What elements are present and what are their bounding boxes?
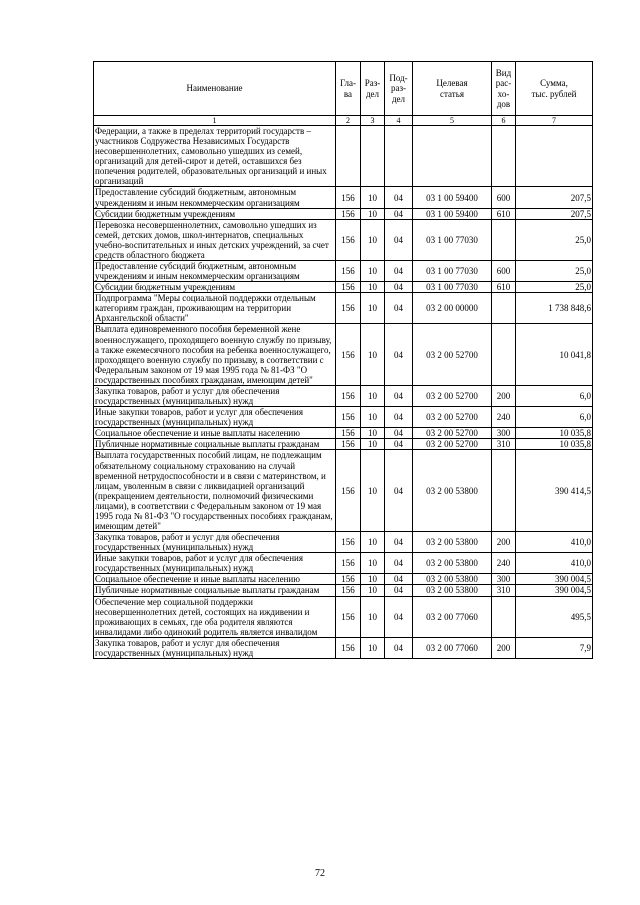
table-row <box>94 282 593 293</box>
expense-type-code: 600 <box>492 187 516 208</box>
subsection-code: 04 <box>385 428 413 439</box>
subsection-code: 04 <box>385 574 413 585</box>
table-row <box>94 585 593 596</box>
row-name: Иные закупки товаров, работ и услуг для обеспечения государственных (муниципальных) нужд <box>94 553 336 574</box>
expense-type-code: 600 <box>492 261 516 282</box>
chapter-code: 156 <box>336 596 361 637</box>
table-row <box>94 261 593 282</box>
target-article-code: 03 1 00 77030 <box>413 261 492 282</box>
table-row <box>94 428 593 439</box>
row-name: Закупка товаров, работ и услуг для обеспечения государственных (муниципальных) нужд <box>94 385 336 406</box>
subsection-code: 04 <box>385 261 413 282</box>
amount: 1 738 848,6 <box>516 293 593 324</box>
amount: 25,0 <box>516 261 593 282</box>
target-article-code: 03 2 00 53800 <box>413 585 492 596</box>
amount: 10 035,8 <box>516 439 593 450</box>
table-row <box>94 293 593 324</box>
section-code: 10 <box>361 596 385 637</box>
chapter-code: 156 <box>336 282 361 293</box>
table-row <box>94 126 593 187</box>
section-code: 10 <box>361 385 385 406</box>
target-article-code: 03 2 00 00000 <box>413 293 492 324</box>
chapter-code: 156 <box>336 585 361 596</box>
subsection-code: 04 <box>385 293 413 324</box>
subsection-code: 04 <box>385 407 413 428</box>
table-row <box>94 532 593 553</box>
row-name: Закупка товаров, работ и услуг для обеспечения государственных (муниципальных) нужд <box>94 532 336 553</box>
row-name: Предоставление субсидий бюджетным, автономным учреждениям и иным некоммерческим организациям <box>94 261 336 282</box>
subsection-code: 04 <box>385 282 413 293</box>
section-code: 10 <box>361 428 385 439</box>
target-article-code: 03 2 00 52700 <box>413 385 492 406</box>
expense-type-code <box>492 219 516 260</box>
amount: 25,0 <box>516 282 593 293</box>
subsection-code: 04 <box>385 385 413 406</box>
column-number: 4 <box>385 116 413 126</box>
table-row <box>94 574 593 585</box>
amount: 6,0 <box>516 385 593 406</box>
amount: 410,0 <box>516 532 593 553</box>
amount <box>516 126 593 187</box>
row-name: Федерации, а также в пределах территорий государств – участников Содружества Независимых Государств несовершеннолетних, самовольно ушедших из семей, организаций для детей-сирот и детей, оставшихся без попечения родителей, образовательных организаций и иных организаций <box>94 126 336 187</box>
section-code: 10 <box>361 293 385 324</box>
page-number: 72 <box>315 868 325 879</box>
row-name: Иные закупки товаров, работ и услуг для обеспечения государственных (муниципальных) нужд <box>94 407 336 428</box>
row-name: Выплата государственных пособий лицам, не подлежащим обязательному социальному страхованию на случай временной нетрудоспособности и в связи с материнством, и лицам, уволенным в связи с ликвидацией организаций (прекращением деятельности, полномочий физическими лицами), в соответствии с Федеральным законом от 19 мая 1995 года № 81-ФЗ "О государственных пособиях гражданам, имеющим детей" <box>94 450 336 532</box>
table-row <box>94 596 593 637</box>
section-code: 10 <box>361 585 385 596</box>
header-target: Целевая статья <box>413 62 492 116</box>
row-name: Публичные нормативные социальные выплаты гражданам <box>94 439 336 450</box>
row-name: Субсидии бюджетным учреждениям <box>94 282 336 293</box>
row-name: Публичные нормативные социальные выплаты гражданам <box>94 585 336 596</box>
header-glava: Гла- ва <box>336 62 361 116</box>
expense-type-code: 310 <box>492 439 516 450</box>
column-number: 1 <box>94 116 336 126</box>
header-row <box>94 62 593 116</box>
subsection-code <box>385 126 413 187</box>
expense-type-code <box>492 293 516 324</box>
table-row <box>94 553 593 574</box>
amount: 6,0 <box>516 407 593 428</box>
table-row <box>94 187 593 208</box>
expense-type-code: 200 <box>492 385 516 406</box>
column-number-row <box>94 116 593 126</box>
chapter-code: 156 <box>336 293 361 324</box>
target-article-code: 03 2 00 77060 <box>413 637 492 658</box>
target-article-code: 03 1 00 59400 <box>413 187 492 208</box>
target-article-code: 03 2 00 53800 <box>413 450 492 532</box>
table-row <box>94 324 593 385</box>
table-row <box>94 219 593 260</box>
chapter-code: 156 <box>336 187 361 208</box>
amount: 25,0 <box>516 219 593 260</box>
target-article-code <box>413 126 492 187</box>
target-article-code: 03 2 00 53800 <box>413 532 492 553</box>
target-article-code: 03 1 00 77030 <box>413 282 492 293</box>
subsection-code: 04 <box>385 553 413 574</box>
column-number: 2 <box>336 116 361 126</box>
row-name: Подпрограмма "Меры социальной поддержки отдельным категориям граждан, проживающим на территории Архангельской области" <box>94 293 336 324</box>
section-code: 10 <box>361 450 385 532</box>
column-number: 3 <box>361 116 385 126</box>
expense-type-code: 300 <box>492 574 516 585</box>
amount: 10 041,8 <box>516 324 593 385</box>
header-vid: Вид рас- хо- дов <box>492 62 516 116</box>
expense-type-code: 240 <box>492 553 516 574</box>
table-row <box>94 407 593 428</box>
expense-type-code <box>492 450 516 532</box>
expense-type-code <box>492 126 516 187</box>
target-article-code: 03 2 00 77060 <box>413 596 492 637</box>
amount: 390 004,5 <box>516 585 593 596</box>
amount: 207,5 <box>516 187 593 208</box>
header-razdel: Раз- дел <box>361 62 385 116</box>
chapter-code: 156 <box>336 385 361 406</box>
subsection-code: 04 <box>385 208 413 219</box>
amount: 390 414,5 <box>516 450 593 532</box>
table-row <box>94 637 593 658</box>
row-name: Перевозка несовершеннолетних, самовольно ушедших из семей, детских домов, школ-интернатов, специальных учебно-воспитательных и иных детских учреждений, за счет средств областного бюджета <box>94 219 336 260</box>
amount: 7,9 <box>516 637 593 658</box>
subsection-code: 04 <box>385 585 413 596</box>
section-code: 10 <box>361 553 385 574</box>
chapter-code: 156 <box>336 208 361 219</box>
amount: 207,5 <box>516 208 593 219</box>
row-name: Закупка товаров, работ и услуг для обеспечения государственных (муниципальных) нужд <box>94 637 336 658</box>
row-name: Социальное обеспечение и иные выплаты населению <box>94 574 336 585</box>
expense-type-code <box>492 596 516 637</box>
header-podrazdel: Под- раз- дел <box>385 62 413 116</box>
row-name: Выплата единовременного пособия беременной жене военнослужащего, проходящего военную службу по призыву, а также ежемесячного пособия на ребенка военнослужащего, проходящего военную службу по призыву, в соответствии с Федеральным законом от 19 мая 1995 года № 81-ФЗ "О государственных пособиях гражданам, имеющим детей" <box>94 324 336 385</box>
chapter-code: 156 <box>336 439 361 450</box>
target-article-code: 03 1 00 59400 <box>413 208 492 219</box>
chapter-code: 156 <box>336 450 361 532</box>
table-row <box>94 450 593 532</box>
row-name: Предоставление субсидий бюджетным, автономным учреждениям и иным некоммерческим организациям <box>94 187 336 208</box>
row-name: Субсидии бюджетным учреждениям <box>94 208 336 219</box>
expense-type-code: 300 <box>492 428 516 439</box>
subsection-code: 04 <box>385 187 413 208</box>
expense-type-code: 200 <box>492 637 516 658</box>
section-code: 10 <box>361 407 385 428</box>
subsection-code: 04 <box>385 324 413 385</box>
column-number: 7 <box>516 116 593 126</box>
chapter-code: 156 <box>336 407 361 428</box>
section-code: 10 <box>361 637 385 658</box>
chapter-code: 156 <box>336 219 361 260</box>
target-article-code: 03 2 00 52700 <box>413 324 492 385</box>
column-number: 6 <box>492 116 516 126</box>
section-code <box>361 126 385 187</box>
section-code: 10 <box>361 439 385 450</box>
header-sum: Сумма, тыс. рублей <box>516 62 593 116</box>
amount: 495,5 <box>516 596 593 637</box>
subsection-code: 04 <box>385 450 413 532</box>
chapter-code: 156 <box>336 553 361 574</box>
table-row <box>94 385 593 406</box>
expense-type-code: 200 <box>492 532 516 553</box>
table-row <box>94 439 593 450</box>
subsection-code: 04 <box>385 637 413 658</box>
target-article-code: 03 2 00 52700 <box>413 428 492 439</box>
section-code: 10 <box>361 532 385 553</box>
chapter-code: 156 <box>336 261 361 282</box>
chapter-code: 156 <box>336 324 361 385</box>
section-code: 10 <box>361 187 385 208</box>
chapter-code <box>336 126 361 187</box>
amount: 410,0 <box>516 553 593 574</box>
budget-table <box>93 61 593 659</box>
chapter-code: 156 <box>336 532 361 553</box>
expense-type-code: 610 <box>492 282 516 293</box>
expense-type-code: 240 <box>492 407 516 428</box>
section-code: 10 <box>361 324 385 385</box>
subsection-code: 04 <box>385 532 413 553</box>
target-article-code: 03 2 00 52700 <box>413 439 492 450</box>
table-body <box>94 126 593 659</box>
section-code: 10 <box>361 261 385 282</box>
section-code: 10 <box>361 219 385 260</box>
row-name: Социальное обеспечение и иные выплаты населению <box>94 428 336 439</box>
target-article-code: 03 1 00 77030 <box>413 219 492 260</box>
amount: 10 035,8 <box>516 428 593 439</box>
chapter-code: 156 <box>336 637 361 658</box>
target-article-code: 03 2 00 53800 <box>413 553 492 574</box>
chapter-code: 156 <box>336 574 361 585</box>
expense-type-code: 310 <box>492 585 516 596</box>
target-article-code: 03 2 00 53800 <box>413 574 492 585</box>
row-name: Обеспечение мер социальной поддержки несовершеннолетних детей, состоящих на иждивении и проживающих в семьях, где оба родителя являются инвалидами либо одинокий родитель является инвалидом <box>94 596 336 637</box>
subsection-code: 04 <box>385 439 413 450</box>
section-code: 10 <box>361 208 385 219</box>
column-number: 5 <box>413 116 492 126</box>
expense-type-code <box>492 324 516 385</box>
amount: 390 004,5 <box>516 574 593 585</box>
subsection-code: 04 <box>385 219 413 260</box>
header-name: Наименование <box>94 62 336 116</box>
section-code: 10 <box>361 282 385 293</box>
chapter-code: 156 <box>336 428 361 439</box>
subsection-code: 04 <box>385 596 413 637</box>
expense-type-code: 610 <box>492 208 516 219</box>
table-row <box>94 208 593 219</box>
section-code: 10 <box>361 574 385 585</box>
target-article-code: 03 2 00 52700 <box>413 407 492 428</box>
